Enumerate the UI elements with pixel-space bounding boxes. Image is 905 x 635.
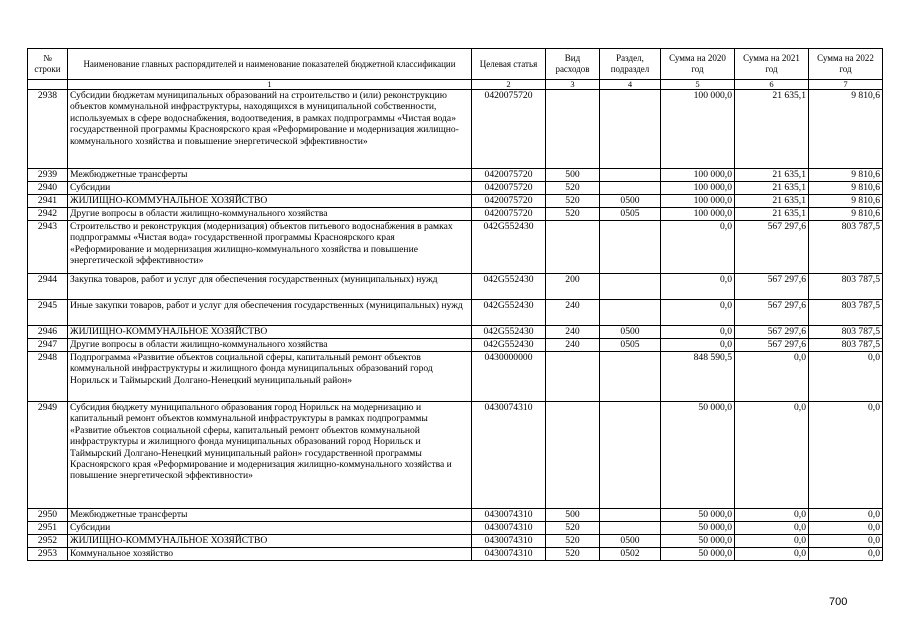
row-sum-2020: 100 000,0 [661, 208, 735, 221]
table-row [28, 208, 883, 221]
row-sum-2021: 0,0 [735, 548, 809, 561]
row-target-article: 042G552430 [472, 339, 546, 352]
row-name: Субсидии [68, 182, 472, 195]
table-row [28, 339, 883, 352]
row-sum-2021: 21 635,1 [735, 169, 809, 182]
row-target-article: 0430074310 [472, 548, 546, 561]
row-expense-type: 520 [546, 182, 600, 195]
row-sum-2021: 567 297,6 [735, 339, 809, 352]
header-section: Раздел, подраздел [600, 49, 661, 80]
row-sum-2020: 0,0 [661, 339, 735, 352]
row-sum-2022: 9 810,6 [809, 208, 883, 221]
row-sum-2021: 21 635,1 [735, 182, 809, 195]
row-sum-2022: 0,0 [809, 402, 883, 509]
row-expense-type: 520 [546, 208, 600, 221]
row-name: Межбюджетные трансферты [68, 169, 472, 182]
row-target-article: 0430074310 [472, 522, 546, 535]
row-name: ЖИЛИЩНО-КОММУНАЛЬНОЕ ХОЗЯЙСТВО [68, 535, 472, 548]
row-sum-2020: 50 000,0 [661, 548, 735, 561]
row-sum-2020: 50 000,0 [661, 535, 735, 548]
column-number [28, 80, 68, 90]
row-sum-2021: 0,0 [735, 509, 809, 522]
row-section: 0500 [600, 195, 661, 208]
row-target-article: 042G552430 [472, 274, 546, 300]
column-number: 4 [600, 80, 661, 90]
column-number: 3 [546, 80, 600, 90]
table-row [28, 90, 883, 169]
row-sum-2021: 21 635,1 [735, 90, 809, 169]
row-sum-2022: 9 810,6 [809, 182, 883, 195]
header-target-article: Целевая статья [472, 49, 546, 80]
table-row [28, 169, 883, 182]
row-expense-type: 520 [546, 522, 600, 535]
header-sum-2020: Сумма на 2020 год [661, 49, 735, 80]
row-name: ЖИЛИЩНО-КОММУНАЛЬНОЕ ХОЗЯЙСТВО [68, 195, 472, 208]
row-section [600, 402, 661, 509]
row-target-article: 0420075720 [472, 169, 546, 182]
row-target-article: 0420075720 [472, 208, 546, 221]
row-number: 2949 [28, 402, 68, 509]
row-expense-type: 520 [546, 535, 600, 548]
row-sum-2020: 848 590,5 [661, 352, 735, 402]
budget-table-container [27, 48, 883, 561]
row-sum-2021: 21 635,1 [735, 195, 809, 208]
header-row-number: № строки [28, 49, 68, 80]
table-row [28, 274, 883, 300]
row-name: Субсидии бюджетам муниципальных образований на строительство и (или) реконструкцию объектов коммунальной инфраструктуры, находящихся в муниципальной собственности, используемых в сфере водоснабжения, водоотведения, в рамках подпрограммы «Чистая вода» государственной программы Красноярского края «Реформирование и модернизация жилищно-коммунального хозяйства и повышение энергетической эффективности» [68, 90, 472, 169]
row-number: 2944 [28, 274, 68, 300]
row-sum-2022: 0,0 [809, 548, 883, 561]
row-name: Субсидии [68, 522, 472, 535]
row-target-article: 0430000000 [472, 352, 546, 402]
row-sum-2022: 0,0 [809, 535, 883, 548]
row-sum-2020: 0,0 [661, 300, 735, 326]
row-expense-type: 500 [546, 169, 600, 182]
row-sum-2021: 0,0 [735, 352, 809, 402]
row-number: 2945 [28, 300, 68, 326]
row-sum-2020: 100 000,0 [661, 182, 735, 195]
header-name: Наименование главных распорядителей и наименование показателей бюджетной классификации [68, 49, 472, 80]
row-number: 2952 [28, 535, 68, 548]
row-target-article: 0430074310 [472, 535, 546, 548]
row-number: 2950 [28, 509, 68, 522]
row-number: 2946 [28, 326, 68, 339]
row-sum-2022: 803 787,5 [809, 221, 883, 274]
row-section: 0505 [600, 208, 661, 221]
table-row [28, 195, 883, 208]
row-target-article: 0420075720 [472, 182, 546, 195]
row-sum-2021: 21 635,1 [735, 208, 809, 221]
row-sum-2020: 50 000,0 [661, 509, 735, 522]
row-name: Подпрограмма «Развитие объектов социальной сферы, капитальный ремонт объектов коммунальной инфраструктуры и жилищного фонда муниципальных образований город Норильск и Таймырский Долгано-Ненецкий муниципальный район» [68, 352, 472, 402]
row-section [600, 221, 661, 274]
row-target-article: 0420075720 [472, 90, 546, 169]
row-section [600, 169, 661, 182]
row-section [600, 182, 661, 195]
row-expense-type: 520 [546, 548, 600, 561]
row-sum-2022: 803 787,5 [809, 274, 883, 300]
row-sum-2021: 567 297,6 [735, 274, 809, 300]
row-number: 2948 [28, 352, 68, 402]
row-sum-2020: 100 000,0 [661, 90, 735, 169]
row-sum-2022: 803 787,5 [809, 326, 883, 339]
row-name: Иные закупки товаров, работ и услуг для обеспечения государственных (муниципальных) нужд [68, 300, 472, 326]
row-sum-2022: 0,0 [809, 509, 883, 522]
row-section [600, 509, 661, 522]
row-sum-2021: 567 297,6 [735, 326, 809, 339]
page-number: 700 [829, 596, 848, 608]
column-number: 1 [68, 80, 472, 90]
row-section [600, 522, 661, 535]
row-expense-type: 500 [546, 509, 600, 522]
row-expense-type [546, 352, 600, 402]
column-number-row [28, 80, 883, 90]
table-row [28, 535, 883, 548]
row-sum-2022: 803 787,5 [809, 300, 883, 326]
row-expense-type: 240 [546, 300, 600, 326]
row-section [600, 352, 661, 402]
row-number: 2939 [28, 169, 68, 182]
budget-table [27, 48, 883, 561]
row-section: 0502 [600, 548, 661, 561]
row-expense-type: 240 [546, 326, 600, 339]
table-row [28, 522, 883, 535]
header-sum-2021: Сумма на 2021 год [735, 49, 809, 80]
table-row [28, 352, 883, 402]
row-target-article: 042G552430 [472, 221, 546, 274]
column-number: 6 [735, 80, 809, 90]
row-sum-2022: 803 787,5 [809, 339, 883, 352]
table-row [28, 300, 883, 326]
row-sum-2020: 100 000,0 [661, 169, 735, 182]
row-section [600, 300, 661, 326]
table-row [28, 402, 883, 509]
header-expense-type: Вид расходов [546, 49, 600, 80]
row-expense-type: 240 [546, 339, 600, 352]
row-sum-2020: 0,0 [661, 274, 735, 300]
table-row [28, 509, 883, 522]
row-sum-2022: 0,0 [809, 352, 883, 402]
row-expense-type: 520 [546, 195, 600, 208]
table-row [28, 326, 883, 339]
row-number: 2953 [28, 548, 68, 561]
row-name: Другие вопросы в области жилищно-коммунального хозяйства [68, 208, 472, 221]
row-name: Межбюджетные трансферты [68, 509, 472, 522]
row-number: 2938 [28, 90, 68, 169]
row-name: Другие вопросы в области жилищно-коммунального хозяйства [68, 339, 472, 352]
row-sum-2022: 0,0 [809, 522, 883, 535]
row-sum-2021: 0,0 [735, 522, 809, 535]
row-target-article: 0430074310 [472, 509, 546, 522]
table-row [28, 182, 883, 195]
row-sum-2022: 9 810,6 [809, 169, 883, 182]
row-section: 0500 [600, 326, 661, 339]
row-number: 2951 [28, 522, 68, 535]
row-sum-2022: 9 810,6 [809, 195, 883, 208]
row-sum-2020: 100 000,0 [661, 195, 735, 208]
row-section: 0500 [600, 535, 661, 548]
row-target-article: 0420075720 [472, 195, 546, 208]
row-section [600, 274, 661, 300]
row-sum-2021: 567 297,6 [735, 221, 809, 274]
row-name: Строительство и реконструкция (модернизация) объектов питьевого водоснабжения в рамках подпрограммы «Чистая вода» государственной программы Красноярского края «Реформирование и модернизация жилищно-коммунального хозяйства и повышение энергетической эффективности» [68, 221, 472, 274]
row-target-article: 042G552430 [472, 300, 546, 326]
row-name: Закупка товаров, работ и услуг для обеспечения государственных (муниципальных) нужд [68, 274, 472, 300]
row-number: 2943 [28, 221, 68, 274]
row-name: Коммунальное хозяйство [68, 548, 472, 561]
row-name: Субсидия бюджету муниципального образования город Норильск на модернизацию и капитальный ремонт объектов коммунальной инфраструктуры в рамках подпрограммы «Развитие объектов социальной сферы, капитальный ремонт объектов коммунальной инфраструктуры и жилищного фонда муниципальных образований город Норильск и Таймырский Долгано-Ненецкий муниципальный район» государственной программы Красноярского края «Реформирование и модернизация жилищно-коммунального хозяйства и повышение энергетической эффективности» [68, 402, 472, 509]
table-row [28, 221, 883, 274]
column-number: 5 [661, 80, 735, 90]
row-sum-2020: 0,0 [661, 221, 735, 274]
table-header-row [28, 49, 883, 80]
row-section: 0505 [600, 339, 661, 352]
row-expense-type [546, 402, 600, 509]
row-expense-type [546, 221, 600, 274]
row-sum-2021: 0,0 [735, 535, 809, 548]
row-sum-2022: 9 810,6 [809, 90, 883, 169]
row-number: 2941 [28, 195, 68, 208]
column-number: 2 [472, 80, 546, 90]
row-sum-2021: 567 297,6 [735, 300, 809, 326]
column-number: 7 [809, 80, 883, 90]
table-row [28, 548, 883, 561]
row-target-article: 0430074310 [472, 402, 546, 509]
row-section [600, 90, 661, 169]
header-sum-2022: Сумма на 2022 год [809, 49, 883, 80]
row-number: 2940 [28, 182, 68, 195]
row-expense-type [546, 90, 600, 169]
row-number: 2942 [28, 208, 68, 221]
row-sum-2020: 50 000,0 [661, 522, 735, 535]
row-sum-2020: 0,0 [661, 326, 735, 339]
row-name: ЖИЛИЩНО-КОММУНАЛЬНОЕ ХОЗЯЙСТВО [68, 326, 472, 339]
row-target-article: 042G552430 [472, 326, 546, 339]
row-number: 2947 [28, 339, 68, 352]
row-sum-2020: 50 000,0 [661, 402, 735, 509]
row-sum-2021: 0,0 [735, 402, 809, 509]
row-expense-type: 200 [546, 274, 600, 300]
